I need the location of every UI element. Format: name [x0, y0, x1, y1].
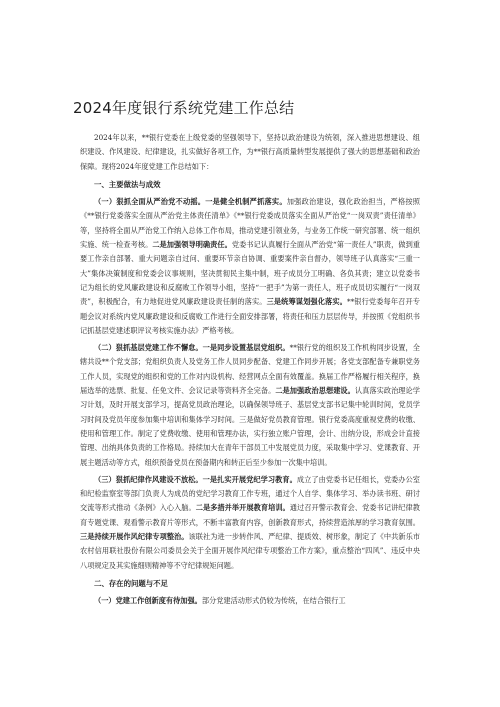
- paragraph-text: 党委书记认真履行全面从严治党“第一责任人”职责，做到重要工作亲自部署、重大问题亲自过问、重要环节亲自协调、重要案件亲自督办，领导班子认真落实“三重一大”集体决策制度和党委会议事规则，坚决贯彻民主集中制，班子成员分工明确、各负其责；建立以党委书记为组长的党风廉政建设和反腐败工作领导小组，坚持“一把手”为第一责任人，班子成员切实履行“一岗双责”，积极配合，有力地促进党风廉政建设责任制的落实。: [80, 240, 420, 307]
- paragraph-text: 部分党建活动形式仍较为传统，在结合银行工: [201, 596, 346, 606]
- paragraph-1-2: [80, 341, 420, 470]
- paragraph-text: 通过召开警示教育会、党委书记讲纪律教育专题党课、观看警示教育片等形式，不断丰富教育内容，创新教育形式，持续营造浓厚的学习教育氛围。: [80, 503, 420, 527]
- paragraph-text: 加强政治建设，强化政治担当，严格按照《**银行党委落实全面从严治党主体责任清单》《**银行党委成员落实全面从严治党“一岗双责”责任清单》等，坚持将全面从严治党工作纳入总体工作布局，推动党建引领业务，与业务工作统一研究部署、统一组织实施、统一检查考核。: [80, 197, 420, 250]
- paragraph-bold: 二是加强领导明确责任。: [152, 240, 232, 250]
- section-heading-2: 二、存在的问题与不足: [94, 578, 168, 588]
- paragraph-text: **银行党的组织及工作机构同步设置，全辖共设**个党支部；党组织负责人及党务工作人员同步配备、党建工作同步开展；各党支部配备专兼职党务工作人员，实现党的组织和党的工作对内设机构、经营网点全面有效覆盖。换届工作严格履行相关程序，换届选举的选票、批复、任免文件、会议记录等资料齐全完备。: [80, 343, 420, 396]
- paragraph-text: 成立了由党委书记任组长，党委办公室和纪检监察室等部门负责人为成员的党纪学习教育工作专班，通过个人自学、集体学习、举办读书班、研讨交流等形式推动《条例》入心入脑。: [80, 474, 420, 513]
- intro-paragraph: 2024年以来，**银行党委在上级党委的坚强领导下，坚持以政治建设为统领，深入推进思想建设、组织建设、作风建设、纪律建设，扎实做好各项工作，为**银行高质量转型发展提供了强大的思想基础和政治保障。现将2024年度党建工作总结如下：: [80, 133, 420, 171]
- paragraph-bold: 二是多措并举开展教育培训。: [195, 503, 290, 513]
- paragraph-lead: （二）狠抓基层党建工作不懈怠。一是同步设置基层党组织。: [94, 343, 290, 353]
- paragraph-2-1: [80, 594, 420, 608]
- paragraph-text: 该联社为进一步转作风、严纪律、提质效、树形象，制定了《中共新乐市农村信用联社股份有限公司委员会关于全面开展作风纪律专项整治工作方案》，重点整治“四风”、违反中央八项规定及其实施细则精神等不守纪律规矩问题。: [80, 532, 420, 570]
- paragraph-lead: （一）党建工作创新度有待加强。: [94, 596, 202, 606]
- section-heading-1: 一、主要做法与成效: [94, 179, 161, 189]
- paragraph-bold: 三是统筹谋划强化落实。: [266, 297, 347, 307]
- paragraph-bold: 二是加强政治思想建设。: [275, 386, 355, 396]
- paragraph-text: 认真落实政治理论学习计划，及时开展支部学习，提高党员政治理论，以确保领导班子、基层党支部书记集中轮训时间，党员学习时间及党员年度参加集中培训和集体学习时间。三是做好党员教育管理。银行党委高度重视党费的收缴、使用和管理工作。制定了党费收缴、使用和管理办法，实行独立账户管理，会计、出纳分设，形成会计直接管理、出纳具体负责的工作格局。持续加大在青年干部员工中发展党员力度，采取集中学习、党课教育、开展主题活动等方式，组织预备党员在预备期内和转正后至少参加一次集中培训。: [80, 386, 420, 467]
- paragraph-lead: （三）狠抓纪律作风建设不放松。一是扎实开展党纪学习教育。: [94, 474, 297, 484]
- paragraph-bold: 三是持续开展作风纪律专项整治。: [80, 532, 189, 542]
- paragraph-1-3: [80, 473, 420, 573]
- paragraph-lead: （一）狠抓全面从严治党不动摇。一是健全机制严抓落实。: [94, 197, 287, 207]
- paragraph-1-1: [80, 195, 420, 338]
- document-title: 2024年度银行系统党建工作总结: [73, 99, 295, 117]
- paragraph-text: **银行党委每年召开专题会议对系统内党风廉政建设和反腐败工作进行全面安排部署，将责任和压力层层传导，并按照《党组织书记抓基层党建述职评议考核实施办法》严格考核。: [80, 297, 420, 335]
